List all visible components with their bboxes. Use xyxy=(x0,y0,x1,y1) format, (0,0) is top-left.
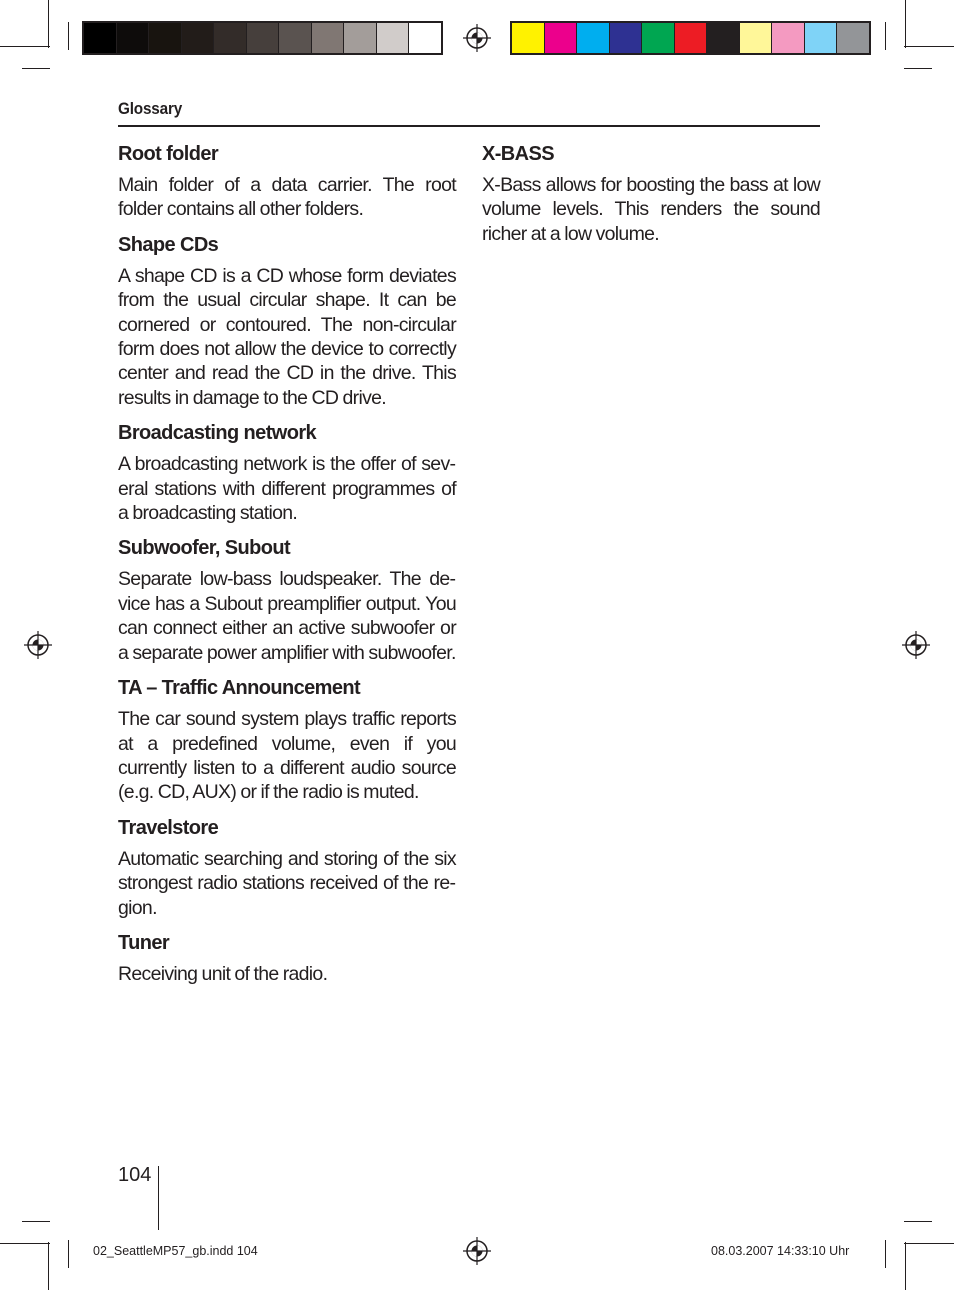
color-swatch xyxy=(642,23,675,53)
glossary-definition: A broadcasting network is the offer of several stations with different programmes of a broadcasting station. xyxy=(118,453,456,525)
glossary-term: Subwoofer, Subout xyxy=(118,537,291,560)
crop-mark xyxy=(905,1242,906,1290)
color-swatch xyxy=(577,23,610,53)
glossary-definition: Separate low-bass loudspeaker. The device has a Subout preamplifier output. You can connect either an active subwoofer or a separate power amplifier with subwoofer. xyxy=(118,568,456,664)
glossary-term: Root folder xyxy=(118,143,219,165)
color-swatch xyxy=(214,23,247,53)
glossary-definition: Receiving unit of the radio. xyxy=(118,962,328,985)
process-color-bar xyxy=(510,21,871,55)
color-swatch xyxy=(740,23,773,53)
color-swatch xyxy=(805,23,838,53)
glossary-term: Tuner xyxy=(118,931,170,954)
glossary-entry xyxy=(482,141,820,246)
color-swatch xyxy=(707,23,740,53)
color-swatch xyxy=(247,23,280,53)
glossary-entry xyxy=(118,675,456,805)
color-swatch xyxy=(279,23,312,53)
glossary-term: X-BASS xyxy=(482,143,554,165)
page-number: 104 xyxy=(118,1164,152,1186)
crop-mark xyxy=(885,1240,886,1268)
color-swatch xyxy=(312,23,345,53)
grayscale-color-bar xyxy=(82,21,443,55)
page-number-rule xyxy=(158,1166,159,1230)
glossary-entry xyxy=(118,141,456,222)
registration-mark-icon xyxy=(24,631,52,659)
color-swatch xyxy=(512,23,545,53)
color-swatch xyxy=(837,23,869,53)
color-swatch xyxy=(772,23,805,53)
color-swatch xyxy=(182,23,215,53)
crop-mark xyxy=(904,46,954,47)
glossary-column-right xyxy=(482,141,820,256)
crop-mark xyxy=(904,1243,954,1244)
color-swatch xyxy=(377,23,410,53)
glossary-entry xyxy=(118,535,456,665)
section-header: Glossary xyxy=(118,99,183,118)
color-swatch xyxy=(545,23,578,53)
glossary-definition: Main folder of a data carrier. The root folder contains all other folders. xyxy=(118,174,456,221)
registration-mark-icon xyxy=(902,631,930,659)
crop-mark xyxy=(68,22,69,50)
color-swatch xyxy=(344,23,377,53)
crop-mark xyxy=(904,1221,932,1222)
registration-mark-icon xyxy=(463,24,491,52)
crop-mark xyxy=(22,68,50,69)
glossary-definition: Automatic searching and storing of the six strongest radio stations received of the region. xyxy=(118,847,456,919)
glossary-entry xyxy=(118,815,456,920)
crop-mark xyxy=(48,1242,49,1290)
crop-mark xyxy=(885,22,886,50)
crop-mark xyxy=(68,1240,69,1268)
crop-mark xyxy=(904,68,932,69)
slug-file-info: 02_SeattleMP57_gb.indd 104 xyxy=(93,1244,258,1258)
color-swatch xyxy=(610,23,643,53)
color-swatch xyxy=(675,23,708,53)
glossary-column-left xyxy=(118,141,456,996)
glossary-term: Shape CDs xyxy=(118,233,219,256)
crop-mark xyxy=(0,1243,50,1244)
header-rule xyxy=(118,125,820,127)
registration-mark-icon xyxy=(463,1237,491,1265)
crop-mark xyxy=(22,1221,50,1222)
glossary-term: Travelstore xyxy=(118,816,219,839)
color-swatch xyxy=(149,23,182,53)
glossary-term: TA – Traffic Announcement xyxy=(118,677,361,700)
crop-mark xyxy=(905,0,906,48)
glossary-definition: The car sound system plays traffic reports at a predefined volume, even if you currently listen to a different audio source (e.g. CD, AUX) or if the radio is muted. xyxy=(118,708,456,804)
glossary-entry xyxy=(118,930,456,986)
glossary-entry xyxy=(118,420,456,525)
glossary-definition: X-Bass allows for boosting the bass at low volume levels. This renders the sound richer at a low volume. xyxy=(482,174,820,245)
glossary-entry xyxy=(118,232,456,410)
color-swatch xyxy=(84,23,117,53)
color-swatch xyxy=(409,23,441,53)
crop-mark xyxy=(48,0,49,48)
glossary-definition: A shape CD is a CD whose form deviates from the usual circular shape. It can be cornered or contoured. The non-circular form does not allow the device to correctly center and read the CD in the drive. This results in damage to the CD drive. xyxy=(118,264,456,409)
glossary-term: Broadcasting network xyxy=(118,422,317,445)
slug-date-info: 08.03.2007 14:33:10 Uhr xyxy=(711,1244,850,1258)
color-swatch xyxy=(117,23,150,53)
crop-mark xyxy=(0,46,50,47)
